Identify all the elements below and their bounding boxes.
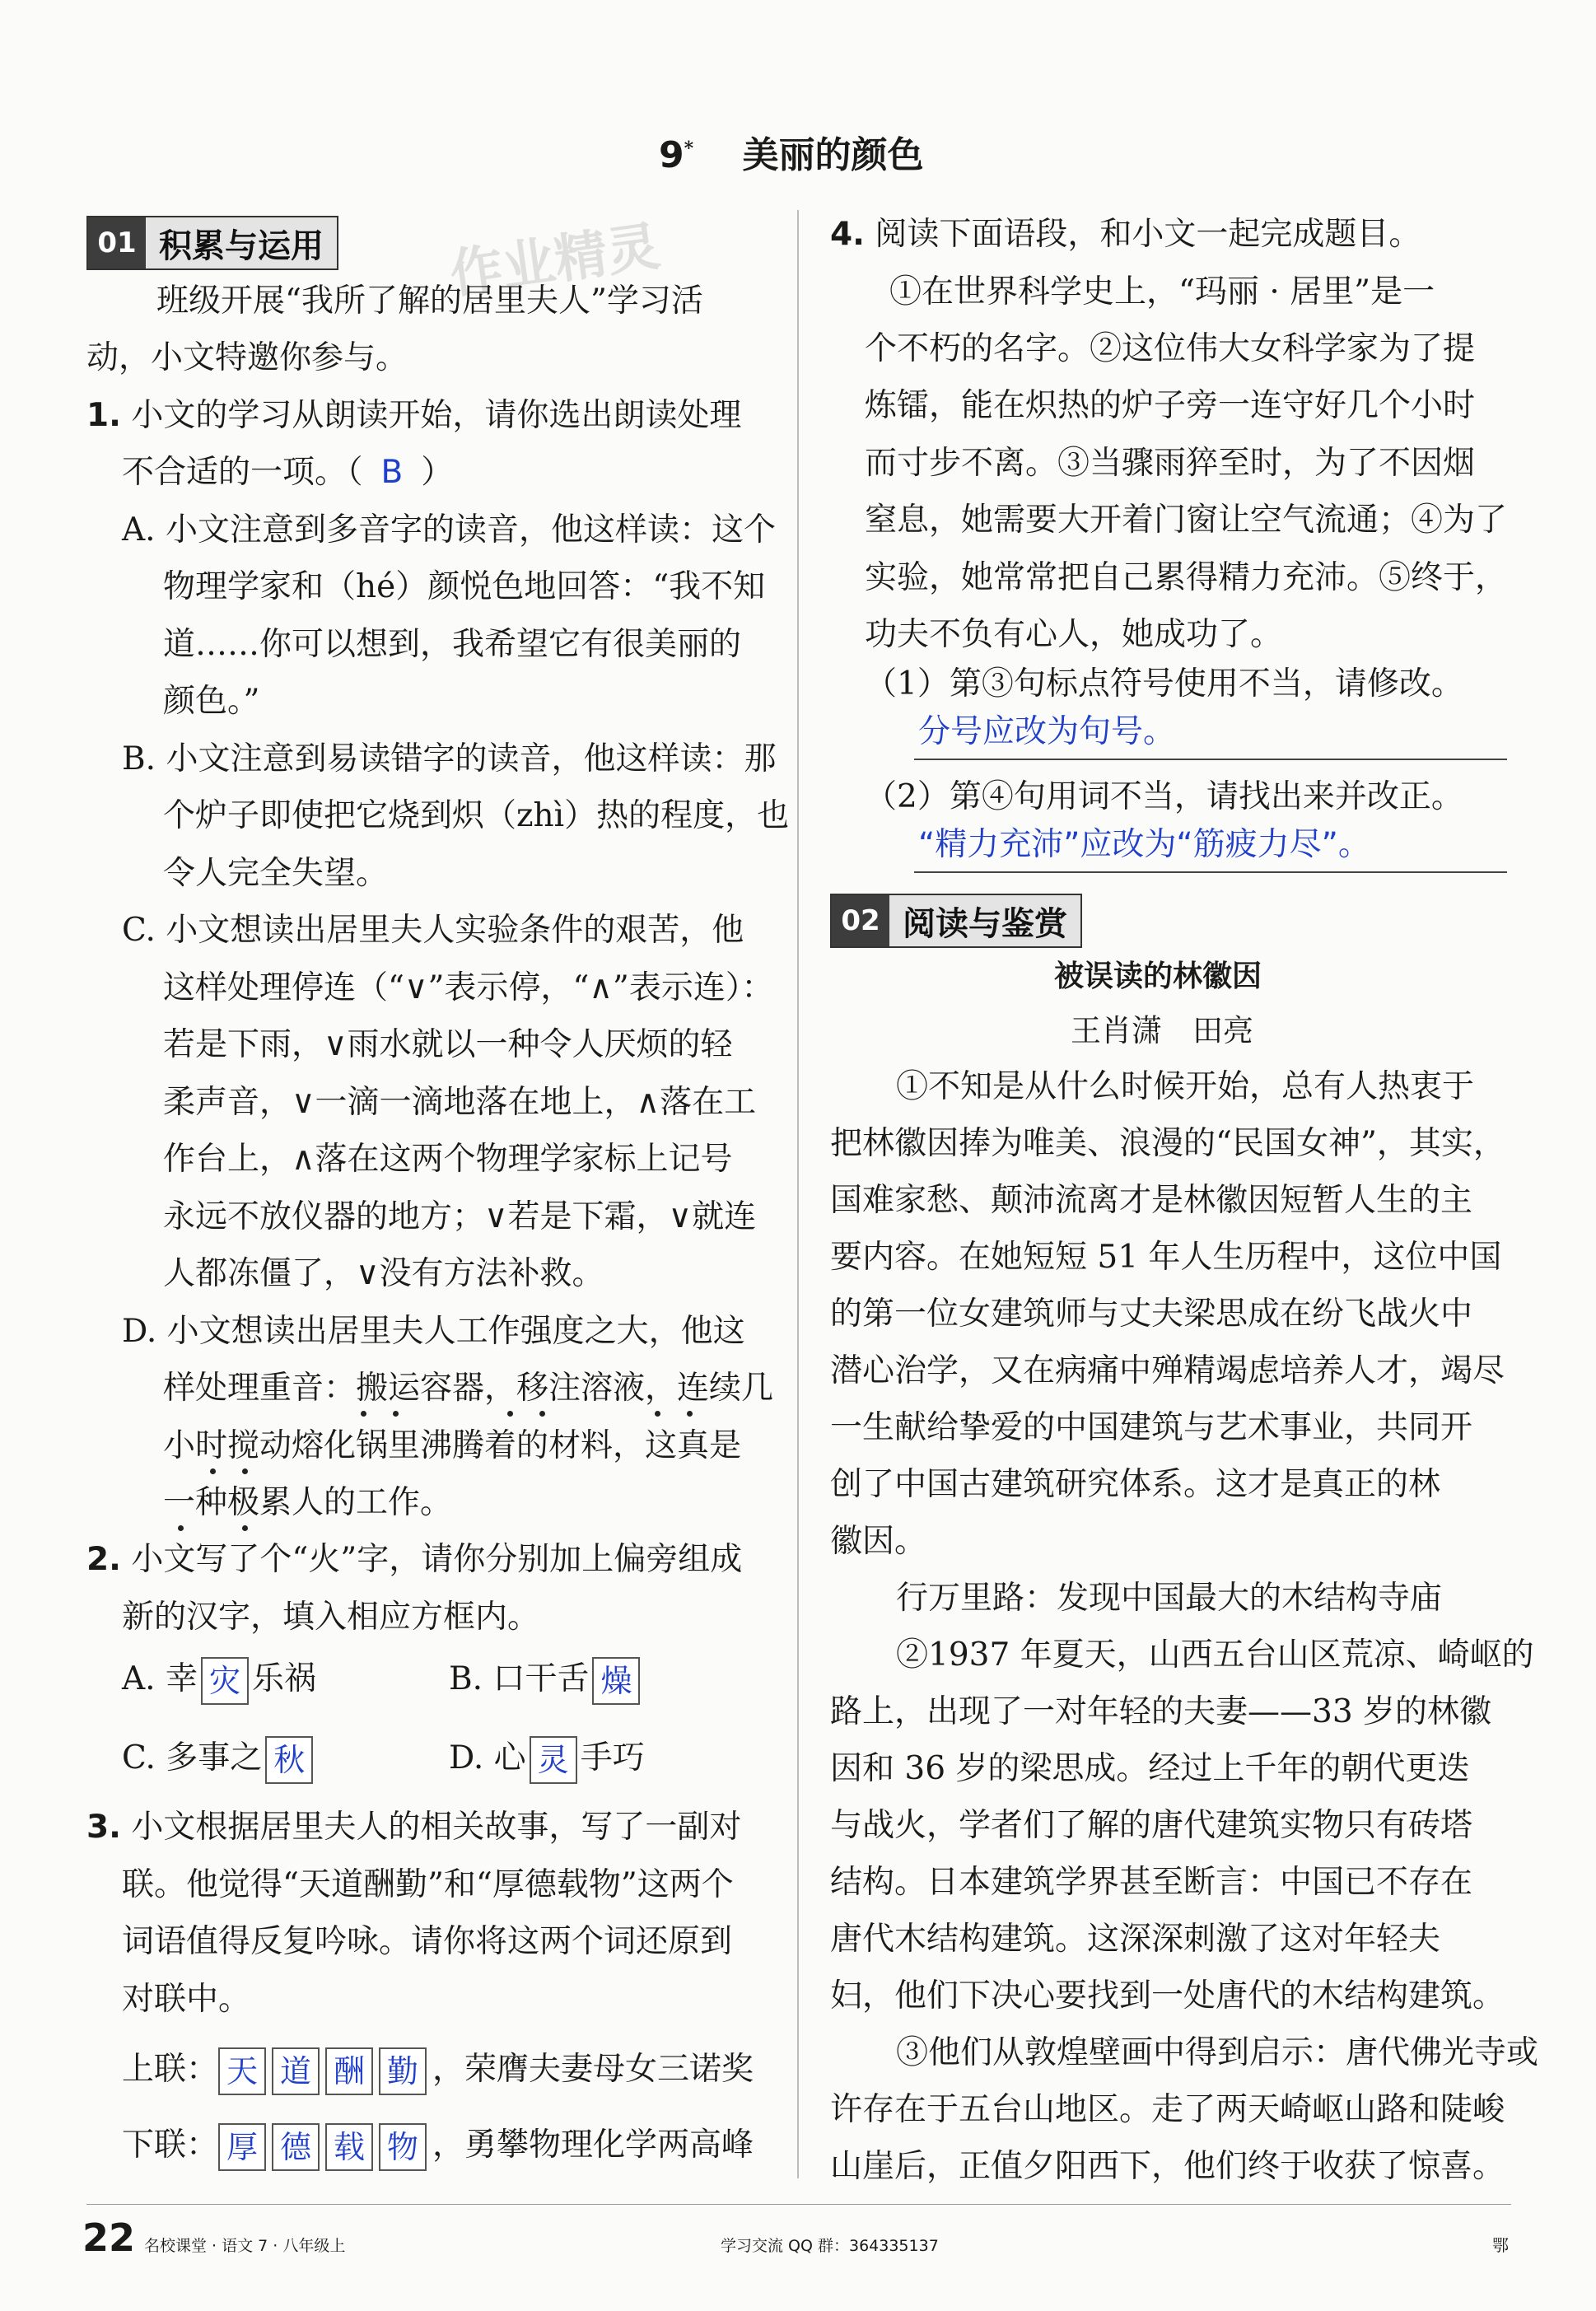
fill-prefix: A. 幸	[122, 1660, 198, 1697]
question-number: 2.	[86, 1541, 121, 1578]
option-line: B. 小文注意到易读错字的读音，他这样读：那	[122, 740, 777, 777]
question-1-line2	[122, 454, 453, 493]
answer-box: 载	[325, 2123, 373, 2171]
answer-box: 勤	[379, 2047, 427, 2095]
paragraph-line: 国难家愁、颠沛流离才是林徽因短暂人生的主	[830, 1182, 1473, 1219]
question-stem: 词语值得反复吟咏。请你将这两个词还原到	[122, 1923, 733, 1960]
paragraph-line: ②1937 年夏天，山西五台山区荒凉、崎岖的	[896, 1636, 1534, 1674]
question-stem: 阅读下面语段，和小文一起完成题目。	[875, 216, 1421, 253]
option-line-d2	[163, 1370, 773, 1408]
paragraph-line: 许存在于五台山地区。走了两天崎岖山路和陡峻	[830, 2091, 1505, 2128]
paragraph-line: 山崖后，正值夕阳西下，他们终于收获了惊喜。	[830, 2148, 1505, 2185]
answer-box: 物	[379, 2123, 427, 2171]
option-line: 物理学家和（hé）颜悦色地回答：“我不知	[163, 568, 766, 605]
paragraph-line: ①不知是从什么时候开始，总有人热衷于	[896, 1068, 1475, 1105]
answer-box: 酬	[325, 2047, 373, 2095]
passage-line: 实验，她常常把自己累得精力充沛。⑤终于，	[865, 559, 1508, 596]
article-title: 被误读的林徽因	[1054, 959, 1262, 993]
passage-line: 而寸步不离。③当骤雨猝至时，为了不因烟	[865, 445, 1476, 482]
question-stem: 新的汉字，填入相应方框内。	[122, 1599, 540, 1636]
question-2	[86, 1541, 742, 1580]
question-stem: 小文根据居里夫人的相关故事，写了一副对	[131, 1809, 742, 1846]
section-number: 02	[832, 895, 889, 946]
stressed-text: 搬运容器，移注溶液，连续几	[356, 1370, 774, 1407]
option-line: 人都冻僵了，∨没有方法补救。	[163, 1255, 604, 1292]
paragraph-line: 徽因。	[830, 1523, 927, 1560]
question-stem: 小文写了个“火”字，请你分别加上偏旁组成	[131, 1541, 743, 1578]
option-line: 柔声音，∨一滴一滴地落在地上，∧落在工	[163, 1084, 757, 1121]
article-authors: 王肖潇 田亮	[1071, 1013, 1253, 1048]
section-badge-02	[830, 894, 1082, 948]
answer-underline	[914, 759, 1507, 760]
sub-question-2: （2）第④句用词不当，请找出来并改正。	[865, 778, 1463, 815]
option-line: D. 小文想读出居里夫人工作强度之大，他这	[122, 1313, 745, 1350]
question-1	[86, 397, 741, 436]
answer-box: 厚	[218, 2123, 266, 2171]
answer-box: 德	[272, 2123, 320, 2171]
paragraph-line: 唐代木结构建筑。这深深刺激了这对年轻夫	[830, 1921, 1441, 1958]
fill-suffix: 乐祸	[251, 1660, 316, 1697]
sub-question-1: （1）第③句标点符号使用不当，请修改。	[865, 665, 1463, 703]
fill-prefix: D. 心	[449, 1739, 526, 1776]
fill-prefix: B. 口干舌	[449, 1660, 590, 1697]
option-line: 若是下雨，∨雨水就以一种令人厌烦的轻	[163, 1026, 733, 1063]
section-title: 积累与运用	[159, 226, 324, 265]
lesson-star: *	[684, 138, 694, 160]
intro-line: 动，小文特邀你参与。	[86, 339, 408, 376]
question-stem: 小文的学习从朗读开始，请你选出朗读处理	[131, 397, 742, 434]
answer-underline	[914, 871, 1507, 873]
section-badge-01	[86, 216, 338, 270]
intro-line: 班级开展“我所了解的居里夫人”学习活	[156, 282, 703, 320]
paragraph-line: 要内容。在她短短 51 年人生历程中，这位中国	[830, 1239, 1502, 1276]
passage-line: 个不朽的名字。②这位伟大女科学家为了提	[865, 330, 1476, 367]
couplet-label: 上联：	[122, 2051, 219, 2088]
option-line: A. 小文注意到多音字的读音，他这样读：这个	[122, 511, 776, 549]
couplet-text: ，荣膺夫妻母女三诺奖	[432, 2051, 754, 2088]
fill-suffix: 手巧	[580, 1739, 645, 1776]
question-number: 1.	[86, 397, 121, 434]
paragraph-line: 路上，出现了一对年轻的夫妻——33 岁的林徽	[830, 1693, 1492, 1730]
question-stem: 不合适的一项。（	[122, 454, 363, 491]
option-line: 令人完全失望。	[163, 855, 389, 892]
watermark: 作业精灵	[446, 216, 664, 306]
option-line: C. 小文想读出居里夫人实验条件的艰苦，他	[122, 912, 744, 949]
paragraph-line: 把林徽因捧为唯美、浪漫的“民国女神”，其实，	[830, 1125, 1505, 1162]
answer-box: 秋	[265, 1736, 313, 1784]
passage-line: 炼镭，能在炽热的炉子旁一连守好几个小时	[865, 387, 1476, 424]
answer-box: 灾	[201, 1657, 249, 1705]
section-title: 阅读与鉴赏	[903, 904, 1067, 943]
page-number: 22	[82, 2215, 136, 2260]
option-line: 一种极累人的工作。	[163, 1484, 453, 1521]
option-line: 这样处理停连（“∨”表示停，“∧”表示连）：	[163, 969, 774, 1006]
paragraph-line: ③他们从敦煌壁画中得到启示：唐代佛光寺或	[896, 2034, 1539, 2071]
paragraph-line: 的第一位女建筑师与丈夫梁思成在纷飞战火中	[830, 1296, 1473, 1333]
paragraph-line: 因和 36 岁的梁思成。经过上千年的朝代更迭	[830, 1750, 1470, 1787]
lesson-header	[659, 125, 923, 178]
lesson-number: 9	[659, 134, 684, 176]
option-line: 小时搅动熔化锅里沸腾着的材料，这真是	[163, 1427, 742, 1464]
option-text: 样处理重音：	[163, 1370, 357, 1407]
option-line: 作台上，∧落在这两个物理学家标上记号	[163, 1141, 733, 1178]
question-number: 3.	[86, 1809, 121, 1846]
option-line: 个炉子即使把它烧到炽（zhì）热的程度，也	[163, 797, 790, 834]
lesson-title: 美丽的颜色	[742, 134, 924, 176]
option-line: 颜色。”	[163, 683, 260, 720]
paragraph-line: 结构。日本建筑学界甚至断言：中国已不存在	[830, 1864, 1473, 1901]
qq-group: 学习交流 QQ 群：364335137	[721, 2237, 939, 2255]
answer-box: 天	[218, 2047, 266, 2095]
question-stem: 对联中。	[122, 1981, 251, 2018]
passage-line: 窒息，她需要大开着门窗让空气流通；④为了	[865, 502, 1508, 539]
answer-box: 道	[272, 2047, 320, 2095]
section-number: 01	[88, 217, 146, 268]
paragraph-line: 潜心治学，又在病痛中殚精竭虑培养人才，竭尽	[830, 1352, 1505, 1389]
paragraph-line: 创了中国古建筑研究体系。这才是真正的林	[830, 1466, 1441, 1503]
book-name: 名校课堂 · 语文 7 · 八年级上	[144, 2237, 346, 2255]
option-line: 道……你可以想到，我希望它有很美丽的	[163, 626, 742, 663]
couplet-label: 下联：	[122, 2127, 219, 2164]
fill-item-c	[122, 1736, 316, 1784]
answer-box: 灵	[530, 1736, 577, 1784]
option-line: 永远不放仪器的地方；∨若是下霜，∨就连	[163, 1198, 757, 1235]
paragraph-line: 妇，他们下决心要找到一处唐代的木结构建筑。	[830, 1977, 1505, 2015]
answer-text: B	[380, 454, 404, 491]
couplet-upper	[122, 2047, 754, 2095]
question-stem: ）	[421, 454, 454, 491]
passage-line: ①在世界科学史上，“玛丽 · 居里”是一	[889, 273, 1435, 310]
couplet-text: ，勇攀物理化学两高峰	[432, 2127, 754, 2164]
fill-prefix: C. 多事之	[122, 1739, 263, 1776]
question-4	[830, 216, 1421, 254]
answer-box: 燥	[592, 1657, 640, 1705]
subheading: 行万里路：发现中国最大的木结构寺庙	[896, 1580, 1443, 1617]
column-divider	[797, 210, 799, 2178]
passage-line: 功夫不负有心人，她成功了。	[865, 616, 1283, 653]
answer-text: “精力充沛”应改为“筋疲力尽”。	[918, 826, 1370, 863]
question-number: 4.	[830, 216, 865, 253]
paragraph-line: 一生献给挚爱的中国建筑与艺术事业，共同开	[830, 1409, 1473, 1446]
footer-rule	[86, 2204, 1511, 2205]
region-mark: 鄂	[1492, 2235, 1509, 2255]
couplet-lower	[122, 2123, 754, 2171]
paragraph-line: 与战火，学者们了解的唐代建筑实物只有砖塔	[830, 1807, 1473, 1844]
fill-item-b	[449, 1657, 643, 1705]
answer-text: 分号应改为句号。	[918, 713, 1176, 750]
fill-item-a	[122, 1657, 316, 1705]
question-stem: 联。他觉得“天道酬勤”和“厚德载物”这两个	[122, 1866, 734, 1903]
fill-item-d	[449, 1736, 645, 1784]
question-3	[86, 1809, 741, 1847]
